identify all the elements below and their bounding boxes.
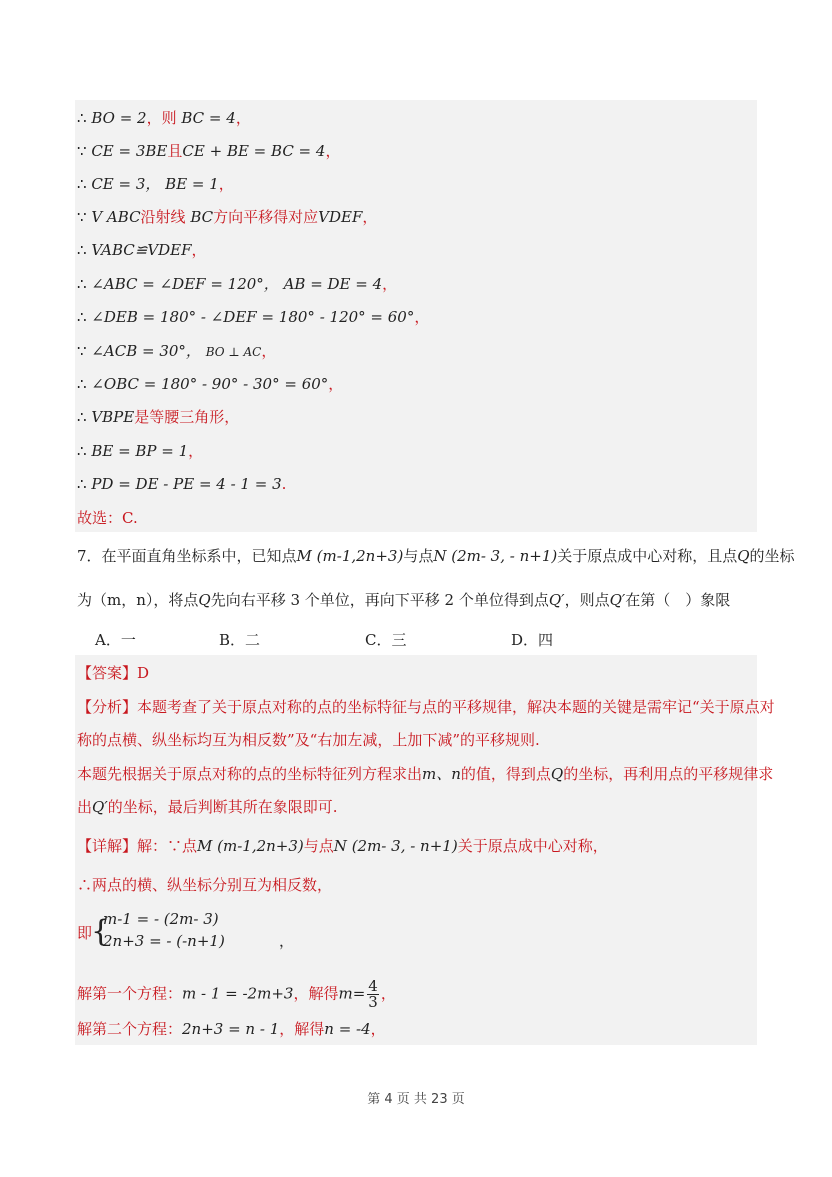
analysis-line: 本题先根据关于原点对称的点的坐标特征列方程求出m、n的值，得到点Q的坐标，再利用点的平移规律求 xyxy=(77,765,774,783)
page-footer: 第 4 页 共 23 页 xyxy=(367,1092,465,1107)
detail-line: ∴两点的横、纵坐标分别互为相反数， xyxy=(77,876,333,894)
option-d: D．四 xyxy=(511,631,554,649)
option-c: C．三 xyxy=(365,631,407,649)
solution-line: ∴ VABC≌VDEF， xyxy=(77,241,207,259)
solve-line-2: 解第二个方程：2n+3 = n - 1，解得n = -4， xyxy=(77,1020,386,1038)
solution-line: ∴ ∠DEB = 180° - ∠DEF = 180° - 120° = 60°， xyxy=(77,308,430,326)
analysis-line: 出Q′的坐标，最后判断其所在象限即可. xyxy=(77,798,338,816)
solution-line: ∵ ∠ACB = 30°， BO ⊥ AC， xyxy=(77,342,277,360)
solution-line: ∴ VBPE是等腰三角形， xyxy=(77,408,240,426)
solve-line-1: 解第一个方程：m - 1 = -2m+3，解得m= $\frac{4}{3}$ ， xyxy=(77,977,396,1011)
answer-label: 【答案】D xyxy=(77,664,150,682)
solution-line: ∴ PD = DE - PE = 4 - 1 = 3. xyxy=(77,475,287,493)
option-a: A．一 xyxy=(95,631,136,649)
solution-line: ∴ CE = 3， BE = 1， xyxy=(77,175,234,193)
analysis-line: 称的点横、纵坐标均互为相反数”及“右加左减，上加下减”的平移规则. xyxy=(77,731,540,749)
question-7-line-2: 为（m，n），将点Q先向右平移 3 个单位，再向下平移 2 个单位得到点Q′，则点Q′在第（ ）象限 xyxy=(77,591,731,609)
solution-line: ∵ CE = 3BE且CE + BE = BC = 4， xyxy=(77,142,341,160)
choice-line: 故选：C. xyxy=(77,509,138,527)
solution-line: ∴ ∠ABC = ∠DEF = 120°， AB = DE = 4， xyxy=(77,275,398,293)
option-b: B．二 xyxy=(219,631,261,649)
detail-line: 【详解】解：∵点M (m-1,2n+3)与点N (2m- 3, - n+1)关于原点成中心对称， xyxy=(77,837,608,855)
solution-line: ∴ BE = BP = 1， xyxy=(77,442,204,460)
solution-line: ∴ BO = 2，则 BC = 4， xyxy=(77,109,251,127)
question-7-line-1: 7．在平面直角坐标系中，已知点M (m-1,2n+3)与点N (2m- 3, - n+1)关于原点成中心对称，且点Q的坐标 xyxy=(77,547,795,565)
analysis-line: 【分析】本题考查了关于原点对称的点的坐标特征与点的平移规律，解决本题的关键是需牢记“关于原点对 xyxy=(77,698,775,716)
solution-line: ∵ V ABC沿射线 BC方向平移得对应VDEF， xyxy=(77,208,378,226)
solution-line: ∴ ∠OBC = 180° - 90° - 30° = 60°， xyxy=(77,375,344,393)
